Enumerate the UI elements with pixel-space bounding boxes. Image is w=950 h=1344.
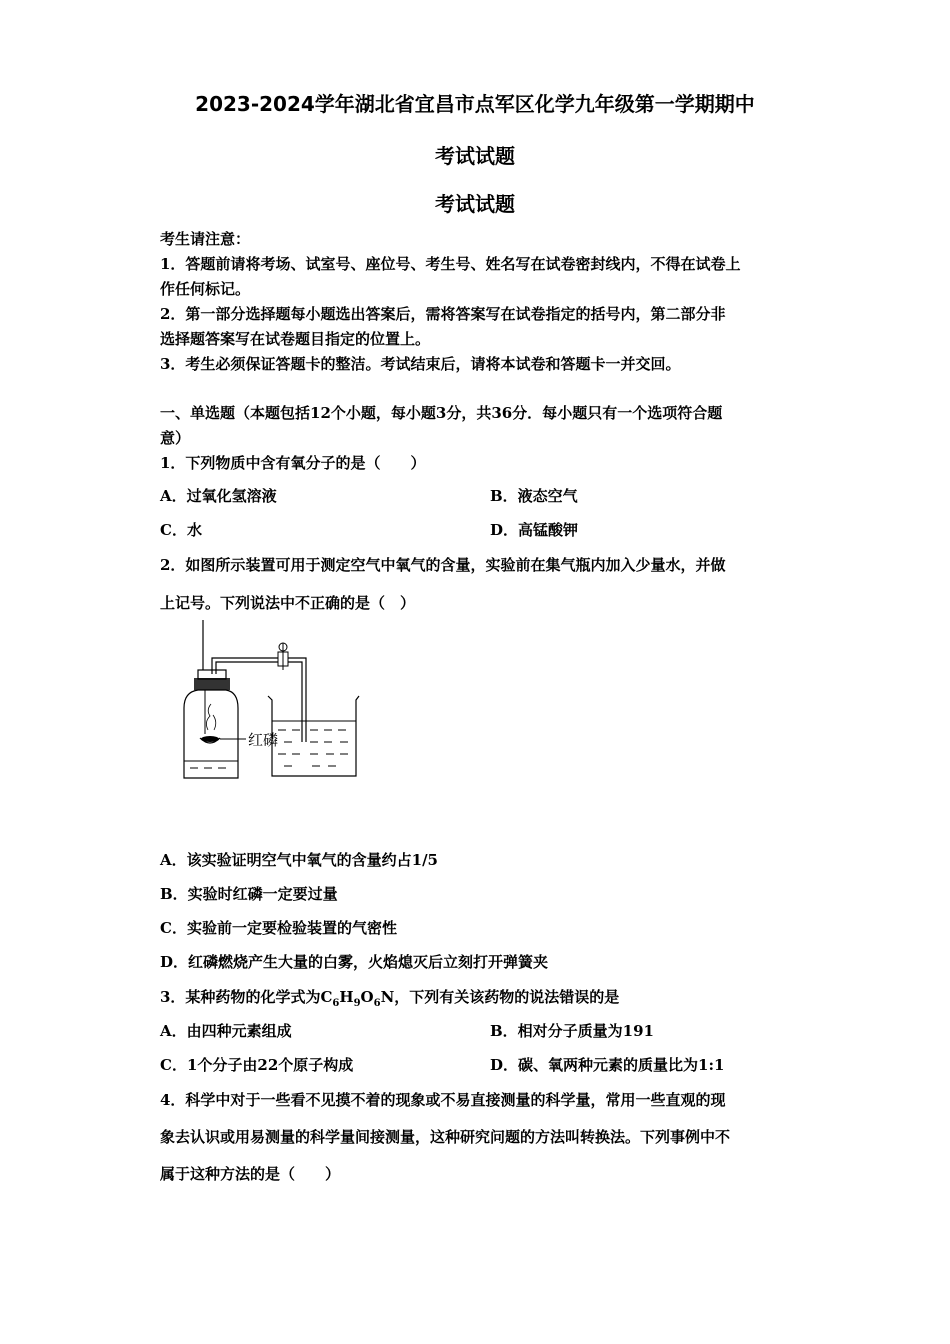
exam-title-line1: 2023-2024学年湖北省宜昌市点军区化学九年级第一学期期中 <box>195 92 755 116</box>
question-2-option-d: D．红磷燃烧产生大量的白雾，火焰熄灭后立刻打开弹簧夹 <box>160 953 549 971</box>
formula-element-h: H <box>339 988 354 1006</box>
exam-subtitle: 考试试题 <box>435 192 515 216</box>
question-3-option-a: A．由四种元素组成 <box>160 1022 292 1040</box>
question-2-option-c: C．实验前一定要检验装置的气密性 <box>160 919 397 937</box>
question-2-stem: 2．如图所示装置可用于测定空气中氧气的含量，实验前在集气瓶内加入少量水，并做 <box>160 556 726 574</box>
formula-subscript-o: 6 <box>373 998 381 1009</box>
notice-item-1-cont: 作任何标记。 <box>160 280 251 298</box>
red-phosphorus-label: 红磷 <box>248 731 279 749</box>
notice-item-2-cont: 选择题答案写在试卷题目指定的位置上。 <box>160 330 431 348</box>
question-2-stem-cont: 上记号。下列说法中不正确的是（ ） <box>160 594 416 612</box>
question-1-option-a: A．过氧化氢溶液 <box>160 487 277 505</box>
formula-subscript-h: 9 <box>353 998 361 1009</box>
section-heading: 一、单选题（本题包括12个小题，每小题3分，共36分．每小题只有一个选项符合题 <box>160 404 723 422</box>
notice-item-1: 1．答题前请将考场、试室号、座位号、考生号、姓名写在试卷密封线内，不得在试卷上 <box>160 255 741 273</box>
question-4-stem-end: 属于这种方法的是（ ） <box>160 1165 341 1183</box>
section-heading-cont: 意） <box>160 429 191 447</box>
question-2-option-b: B．实验时红磷一定要过量 <box>160 885 338 903</box>
question-3-stem-before: 3．某种药物的化学式为 <box>160 988 321 1006</box>
question-3-stem-after: ，下列有关该药物的说法错误的是 <box>394 988 620 1006</box>
formula-element-n: N <box>380 988 395 1006</box>
notice-item-2: 2．第一部分选择题每小题选出答案后，需将答案写在试卷指定的括号内，第二部分非 <box>160 305 726 323</box>
notice-item-3: 3．考生必须保证答题卡的整洁。考试结束后，请将本试卷和答题卡一并交回。 <box>160 355 681 373</box>
question-3-option-c: C．1个分子由22个原子构成 <box>160 1056 354 1074</box>
question-1-stem: 1．下列物质中含有氧分子的是（ ） <box>160 454 426 472</box>
question-2-option-a: A．该实验证明空气中氧气的含量约占1/5 <box>160 851 438 869</box>
question-4-stem-cont: 象去认识或用易测量的科学量间接测量，这种研究问题的方法叫转换法。下列事例中不 <box>160 1128 731 1146</box>
formula-element-o: O <box>360 988 374 1006</box>
question-1-option-d: D．高锰酸钾 <box>490 521 579 539</box>
formula-subscript-c: 6 <box>332 998 340 1009</box>
question-4-stem: 4．科学中对于一些看不见摸不着的现象或不易直接测量的科学量，常用一些直观的现 <box>160 1091 726 1109</box>
chemical-formula <box>320 988 395 1009</box>
question-1-option-b: B．液态空气 <box>490 487 578 505</box>
notice-heading: 考生请注意： <box>160 230 251 248</box>
question-3-stem <box>160 986 619 1009</box>
question-3-option-b: B．相对分子质量为191 <box>490 1022 654 1040</box>
exam-title-line2: 考试试题 <box>435 144 515 168</box>
formula-element-c: C <box>320 988 333 1006</box>
question-3-option-d: D．碳、氧两种元素的质量比为1:1 <box>490 1056 725 1074</box>
red-phosphorus-apparatus-figure <box>160 618 360 780</box>
question-1-option-c: C．水 <box>160 521 202 539</box>
